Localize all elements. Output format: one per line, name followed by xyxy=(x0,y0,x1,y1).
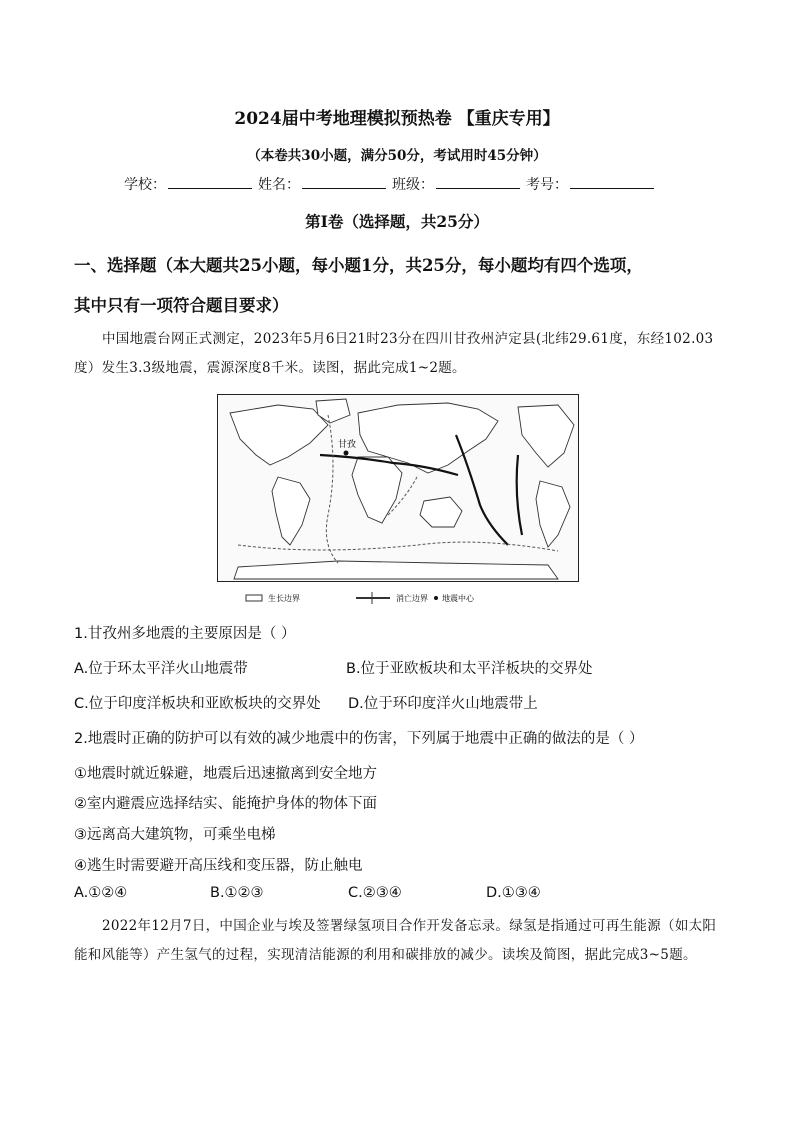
q2-statement-2: ②室内避震应选择结实、能掩护身体的物体下面 xyxy=(74,796,377,812)
q2-stem: 2.地震时正确的防护可以有效的减少地震中的伤害，下列属于地震中正确的做法的是（ ） xyxy=(74,731,644,747)
plate-boundary-map xyxy=(217,394,579,582)
name-blank[interactable] xyxy=(302,174,386,189)
section-title: 第I卷（选择题，共25分） xyxy=(305,212,489,231)
exam-title: 2024届中考地理模拟预热卷 【重庆专用】 xyxy=(234,109,560,129)
name-label: 姓名： xyxy=(258,177,300,193)
q2-option-a[interactable]: A.①②④ xyxy=(74,885,128,901)
q2-option-d[interactable]: D.①③④ xyxy=(486,885,541,901)
q1-option-d[interactable]: D.位于环印度洋火山地震带上 xyxy=(348,696,538,712)
south-america-shape xyxy=(272,477,310,545)
ganzi-marker-dot xyxy=(344,451,349,456)
part-one-heading-line2: 其中只有一项符合题目要求） xyxy=(74,296,289,315)
school-blank[interactable] xyxy=(168,174,252,189)
epicenter-legend-icon xyxy=(434,596,438,600)
q1-option-c[interactable]: C.位于印度洋板块和亚欧板块的交界处 xyxy=(74,696,321,712)
class-blank[interactable] xyxy=(436,174,520,189)
north-america-east-shape xyxy=(518,405,574,467)
q2-statement-4: ④逃生时需要避开高压线和变压器，防止触电 xyxy=(74,858,363,874)
exam-subtitle: （本卷共30小题，满分50分，考试用时45分钟） xyxy=(247,148,547,164)
school-label: 学校： xyxy=(124,177,166,193)
student-info-row xyxy=(124,174,684,194)
legend-epicenter-label: 地震中心 xyxy=(442,594,474,603)
map-legend xyxy=(240,590,570,608)
q1-option-a[interactable]: A.位于环太平洋火山地震带 xyxy=(74,661,248,677)
australia-shape xyxy=(420,497,462,527)
q2-option-b[interactable]: B.①②③ xyxy=(210,885,264,901)
exam-number-label: 考号： xyxy=(526,177,568,193)
africa-shape xyxy=(352,457,402,523)
q2-statement-1: ①地震时就近躲避，地震后迅速撤离到安全地方 xyxy=(74,766,377,782)
north-america-shape xyxy=(230,405,328,465)
q2-option-c[interactable]: C.②③④ xyxy=(348,885,402,901)
part-one-heading-line1: 一、选择题（本大题共25小题，每小题1分，共25分，每小题均有四个选项， xyxy=(74,256,643,275)
q1-stem: 1.甘孜州多地震的主要原因是（ ） xyxy=(74,626,296,642)
passage-earthquake: 中国地震台网正式测定，2023年5月6日21时23分在四川甘孜州泸定县(北纬29.61度，东经102.03度）发生3.3级地震，震源深度8千米。读图，据此完成1~2题。 xyxy=(74,331,714,376)
passage-green-hydrogen: 2022年12月7日，中国企业与埃及签署绿氢项目合作开发备忘录。绿氢是指通过可再生能源（如太阳能和风能等）产生氢气的过程，实现清洁能源的利用和碳排放的减少。读埃及简图，据此完成3~5题。 xyxy=(74,918,717,963)
q1-option-b[interactable]: B.位于亚欧板块和太平洋板块的交界处 xyxy=(346,661,593,677)
legend-convergent-label: 消亡边界 xyxy=(396,594,428,603)
q2-statement-3: ③远离高大建筑物，可乘坐电梯 xyxy=(74,827,276,843)
exam-number-blank[interactable] xyxy=(570,174,654,189)
ganzi-label: 甘孜 xyxy=(338,440,357,450)
world-map-figure xyxy=(218,395,578,581)
south-america-east-shape xyxy=(536,481,570,547)
divergent-legend-icon xyxy=(246,595,262,601)
antarctica-shape xyxy=(234,561,558,579)
legend-divergent-label: 生长边界 xyxy=(268,594,300,603)
class-label: 班级： xyxy=(392,177,434,193)
